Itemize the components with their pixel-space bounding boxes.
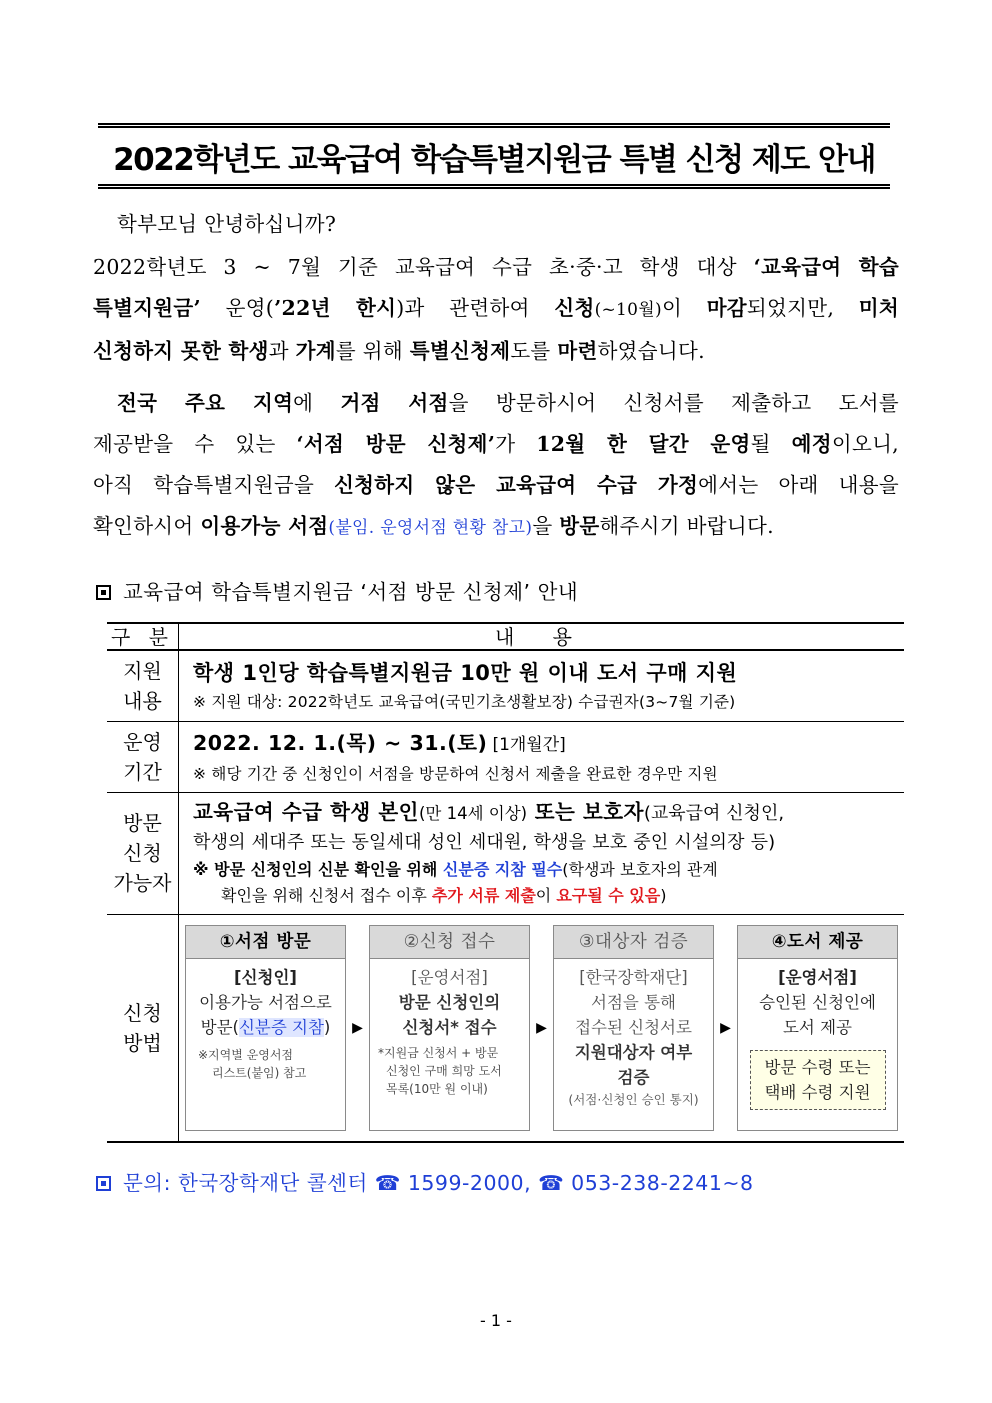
text: 를 위해 bbox=[335, 339, 410, 363]
label-line: 방문 bbox=[123, 811, 162, 835]
process-steps bbox=[179, 915, 904, 1141]
label-line: 기간 bbox=[123, 759, 162, 784]
text-bold: 신청 bbox=[554, 296, 595, 320]
step-text: 승인된 신청인에 bbox=[759, 992, 876, 1012]
text: 에 bbox=[293, 391, 341, 415]
text-small: (~10월) bbox=[594, 300, 662, 320]
delivery-text: 방문 수령 또는 bbox=[764, 1057, 871, 1077]
text-bold: 전국 주요 지역 bbox=[117, 391, 294, 415]
text-bold: 예정 bbox=[791, 432, 832, 456]
visitor-note-text: 확인을 위해 신청서 접수 이후 bbox=[221, 886, 432, 905]
step-text: 도서 제공 bbox=[782, 1017, 852, 1037]
visitor-age: (만 14세 이상) bbox=[418, 804, 528, 823]
text: 아직 학습특별지원금을 bbox=[93, 473, 335, 497]
step-text: 이용가능 서점으로 bbox=[199, 992, 332, 1012]
text: 을 방문하시어 신청서를 제출하고 도서를 bbox=[448, 391, 899, 415]
visitor-main: 교육급여 수급 학생 본인 bbox=[193, 800, 419, 824]
visitor-detail: (교육급여 신청인, bbox=[643, 803, 785, 824]
text-bold: 마련 bbox=[557, 339, 598, 363]
text: 가 bbox=[495, 432, 537, 456]
text: 되었지만, bbox=[746, 296, 859, 320]
contact-line bbox=[96, 1166, 754, 1196]
row-label-visitor bbox=[107, 792, 179, 914]
period-note: ※ 해당 기간 중 신청인이 서점을 방문하여 신청서 제출을 완료한 경우만 지원 bbox=[193, 764, 718, 783]
step-body bbox=[554, 959, 713, 1110]
step-body bbox=[370, 959, 529, 1098]
label-line: 신청 bbox=[123, 1000, 162, 1025]
document-title: 2022학년도 교육급여 학습특별지원금 특별 신청 제도 안내 bbox=[113, 141, 875, 178]
text: )과 관련하여 bbox=[396, 296, 555, 320]
detail-line-2 bbox=[93, 424, 899, 465]
visitor-note-text: ) bbox=[660, 886, 667, 905]
square-bullet-icon bbox=[96, 585, 111, 600]
step-text: 접수된 신청서로 bbox=[575, 1017, 692, 1037]
step-text: 서점을 통해 bbox=[591, 992, 676, 1012]
text-bold: 12월 한 달간 운영 bbox=[536, 432, 751, 456]
step-text: 신청서* 접수 bbox=[402, 1017, 497, 1037]
row-content-visitor bbox=[179, 792, 905, 914]
section-title: 교육급여 학습특별지원금 ‘서점 방문 신청제’ 안내 bbox=[123, 580, 579, 604]
step-2-receipt bbox=[369, 925, 530, 1131]
text: 에서는 아래 내용을 bbox=[698, 473, 899, 497]
text-bold: 특별지원금’ bbox=[93, 296, 201, 320]
text: 하였습니다. bbox=[597, 339, 705, 363]
detail-paragraph bbox=[93, 383, 899, 549]
step-note: 목록(10만 원 이내) bbox=[386, 1081, 488, 1096]
row-content-method bbox=[179, 914, 905, 1142]
step-1-visit bbox=[185, 925, 346, 1131]
arrow-right-icon: ▶ bbox=[536, 1019, 547, 1036]
table-row-visitor bbox=[107, 792, 904, 914]
step-actor: [운영서점] bbox=[411, 967, 488, 987]
row-label-period bbox=[107, 721, 179, 792]
intro-line-3 bbox=[93, 331, 899, 372]
text-bold: 신청하지 않은 교육급여 수급 가정 bbox=[334, 473, 699, 497]
header-category: 구 분 bbox=[107, 623, 179, 650]
visitor-line-2: 학생의 세대주 또는 동일세대 성인 세대원, 학생을 보호 중인 시설의장 등) bbox=[193, 832, 776, 853]
label-line: 운영 bbox=[123, 729, 162, 754]
step-body bbox=[738, 959, 897, 1110]
period-main: 2022. 12. 1.(목) ~ 31.(토) bbox=[193, 730, 488, 755]
delivery-box bbox=[750, 1050, 886, 1110]
visitor-note-blue: 신분증 지참 필수 bbox=[442, 860, 563, 879]
step-header: ③대상자 검증 bbox=[554, 926, 713, 959]
step-text: ) bbox=[323, 1017, 331, 1037]
header-content: 내 용 bbox=[179, 623, 905, 650]
step-header: ①서점 방문 bbox=[186, 926, 345, 959]
step-text: 방문 신청인의 bbox=[398, 992, 501, 1012]
section-heading bbox=[96, 575, 578, 605]
support-main: 학생 1인당 학습특별지원금 10만 원 이내 도서 구매 지원 bbox=[193, 660, 738, 685]
greeting: 학부모님 안녕하십니까? bbox=[117, 212, 337, 236]
contact-text: 문의: 한국장학재단 콜센터 ☎ 1599-2000, ☎ 053-238-2241~8 bbox=[123, 1171, 754, 1195]
text-bold: ‘교육급여 학습 bbox=[753, 255, 899, 279]
text: 해주시기 바랍니다. bbox=[599, 514, 774, 538]
table-row-method bbox=[107, 914, 904, 1142]
table-header-row bbox=[107, 623, 904, 650]
visitor-guardian: 또는 보호자 bbox=[527, 800, 644, 824]
text: 2022학년도 3 ~ 7월 기준 교육급여 수급 초·중·고 학생 대상 bbox=[93, 255, 754, 279]
page-number: - 1 - bbox=[480, 1311, 512, 1330]
label-line: 신청 bbox=[123, 841, 162, 865]
arrow-right-icon: ▶ bbox=[352, 1019, 363, 1036]
arrow-right-icon: ▶ bbox=[720, 1019, 731, 1036]
row-label-support bbox=[107, 650, 179, 721]
info-table bbox=[107, 622, 904, 1143]
step-note: *지원금 신청서 + 방문 bbox=[378, 1045, 499, 1060]
step-text: 방문( bbox=[200, 1017, 239, 1037]
greeting-paragraph bbox=[93, 204, 899, 245]
visitor-note-text: 이 bbox=[535, 886, 557, 905]
step-body bbox=[186, 959, 345, 1082]
detail-line-3 bbox=[93, 465, 899, 506]
text: 을 bbox=[532, 514, 560, 538]
visitor-note-bold: ※ 방문 신청인의 신분 확인을 위해 bbox=[193, 860, 443, 879]
text-bold: ’22년 한시 bbox=[274, 296, 397, 320]
detail-line-1 bbox=[93, 383, 899, 424]
text: 이 bbox=[661, 296, 707, 320]
step-actor: [한국장학재단] bbox=[579, 967, 688, 987]
step-actor: [운영서점] bbox=[778, 967, 857, 987]
row-content-support bbox=[179, 650, 905, 721]
step-3-verify bbox=[553, 925, 714, 1131]
intro-paragraph bbox=[93, 247, 899, 372]
text: 이오니, bbox=[831, 432, 899, 456]
step-actor: [신청인] bbox=[234, 967, 297, 987]
step-note: 신청인 구매 희망 도서 bbox=[386, 1063, 502, 1078]
step-text: 지원대상자 여부 bbox=[574, 1042, 693, 1062]
text: 과 bbox=[268, 339, 296, 363]
label-line: 방법 bbox=[123, 1030, 162, 1055]
visitor-note-red: 요구될 수 있음 bbox=[556, 886, 661, 905]
text-bold: 거점 서점 bbox=[340, 391, 449, 415]
text: 도를 bbox=[510, 339, 558, 363]
text: 될 bbox=[750, 432, 792, 456]
text-bold: 미처 bbox=[858, 296, 900, 320]
support-note: ※ 지원 대상: 2022학년도 교육급여(국민기초생활보장) 수급권자(3~7월 기준) bbox=[193, 692, 736, 711]
text-bold: 신청하지 못한 학생 bbox=[93, 339, 269, 363]
intro-line-2 bbox=[93, 288, 899, 331]
text-bold: 방문 bbox=[559, 514, 600, 538]
label-line: 지원 bbox=[123, 658, 162, 683]
visitor-note-text: (학생과 보호자의 관계 bbox=[562, 860, 718, 879]
label-line: 가능자 bbox=[113, 871, 172, 895]
text-bold: ‘서점 방문 신청제’ bbox=[296, 432, 496, 456]
delivery-text: 택배 수령 지원 bbox=[764, 1082, 871, 1102]
row-label-method bbox=[107, 914, 179, 1142]
text: 확인하시어 bbox=[93, 514, 201, 538]
step-header: ②신청 접수 bbox=[370, 926, 529, 959]
text: 제공받을 수 있는 bbox=[93, 432, 297, 456]
text-bold: 특별신청제 bbox=[409, 339, 511, 363]
square-bullet-icon bbox=[96, 1176, 111, 1191]
table-row-period bbox=[107, 721, 904, 792]
text-blue: (붙임. 운영서점 현황 참고) bbox=[328, 518, 533, 538]
step-note: ※지역별 운영서점 bbox=[198, 1047, 294, 1062]
step-text-blue: 신분증 지참 bbox=[238, 1017, 324, 1037]
table-row-support bbox=[107, 650, 904, 721]
text-bold: 가계 bbox=[295, 339, 336, 363]
label-line: 내용 bbox=[123, 688, 162, 713]
text-bold: 이용가능 서점 bbox=[200, 514, 329, 538]
text: 운영( bbox=[200, 296, 275, 320]
title-box bbox=[98, 123, 890, 189]
text-bold: 마감 bbox=[706, 296, 747, 320]
step-note: (서점·신청인 승인 통지) bbox=[568, 1091, 699, 1107]
step-header: ④도서 제공 bbox=[738, 926, 897, 959]
step-text: 검증 bbox=[617, 1067, 650, 1087]
intro-line-1 bbox=[93, 247, 899, 288]
period-extra: [1개월간] bbox=[492, 734, 566, 755]
step-4-provide bbox=[737, 925, 898, 1131]
step-note: 리스트(붙임) 참고 bbox=[212, 1065, 307, 1080]
visitor-note-red: 추가 서류 제출 bbox=[431, 886, 536, 905]
detail-line-4 bbox=[93, 506, 899, 549]
row-content-period bbox=[179, 721, 905, 792]
